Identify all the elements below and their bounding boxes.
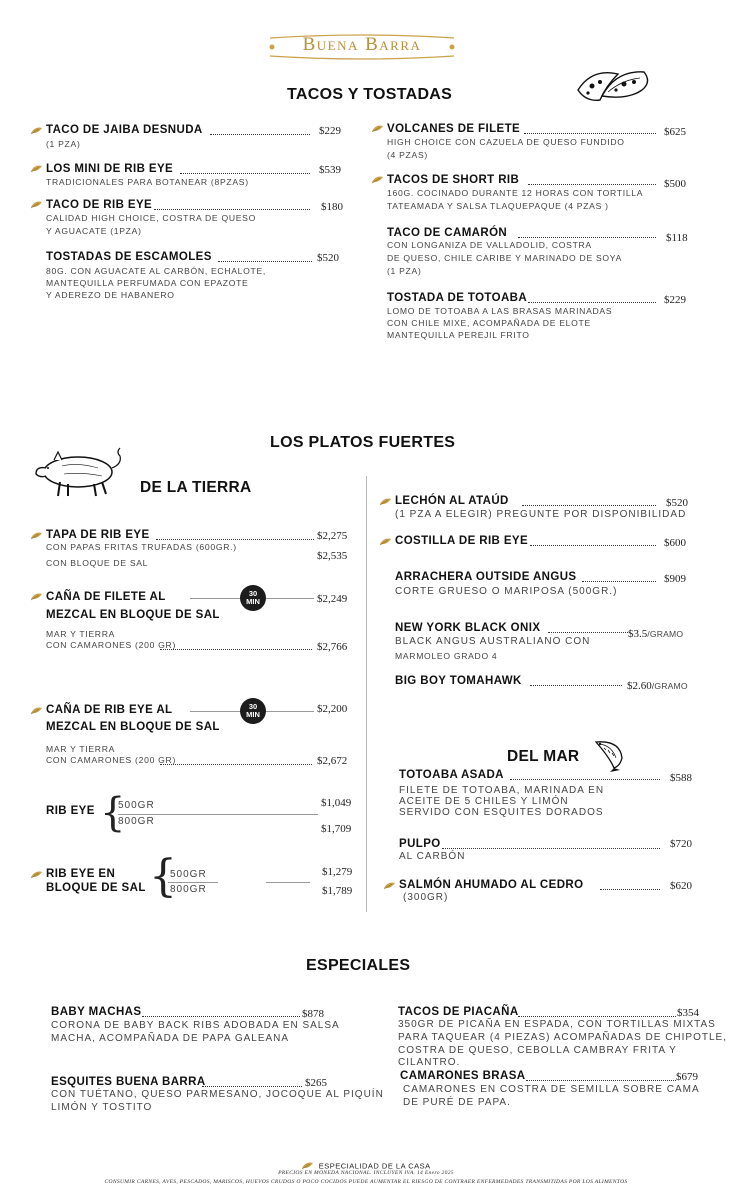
item-picana-desc1: 350GR DE PICAÑA EN ESPADA, CON TORTILLAS MIXTAS bbox=[398, 1019, 716, 1030]
item-cana-filete-price1: $2,249 bbox=[317, 593, 348, 605]
item-picana-price: $354 bbox=[677, 1007, 699, 1019]
column-divider bbox=[366, 476, 367, 912]
item-totoaba-asada-desc2: ACEITE DE 5 CHILES Y LIMÓN bbox=[399, 796, 569, 807]
item-totoaba-asada-price: $588 bbox=[670, 772, 692, 784]
item-ny-price: $3.5/GRAMO bbox=[628, 628, 684, 640]
item-escamoles-price: $520 bbox=[317, 252, 339, 264]
leaf-icon bbox=[30, 200, 43, 209]
footer-line1: PRECIOS EN MONEDA NACIONAL. INCLUYEN IVA. 14 Enero 2025 bbox=[278, 1170, 454, 1176]
item-ribeye-bloque-opt2: 800GR bbox=[170, 884, 207, 895]
item-jaiba-desc: (1 PZA) bbox=[46, 139, 81, 149]
leaf-icon bbox=[30, 126, 43, 135]
item-tostada-totoaba-desc2: CON CHILE MIXE, ACOMPAÑADA DE ELOTE bbox=[387, 318, 591, 328]
item-totoaba-asada-desc3: SERVIDO CON ESQUITES DORADOS bbox=[399, 807, 604, 818]
item-short-rib-price: $500 bbox=[664, 178, 686, 190]
item-ribeye-bloque-price2: $1,789 bbox=[322, 885, 353, 897]
item-pulpo-price: $720 bbox=[670, 838, 692, 850]
section-title-platos: LOS PLATOS FUERTES bbox=[270, 434, 456, 451]
item-tapa-desc2: CON BLOQUE DE SAL bbox=[46, 558, 149, 568]
item-camaron-name: TACO DE CAMARÓN bbox=[387, 227, 508, 239]
item-camaron-price: $118 bbox=[666, 232, 688, 244]
item-volcanes-desc1: HIGH CHOICE CON CAZUELA DE QUESO FUNDIDO bbox=[387, 137, 625, 147]
item-lechon-price: $520 bbox=[666, 497, 688, 509]
item-tostada-totoaba-desc3: MANTEQUILLA PEREJIL FRITO bbox=[387, 330, 530, 340]
item-volcanes-price: $625 bbox=[664, 126, 686, 138]
section-title-tacos: TACOS Y TOSTADAS bbox=[287, 86, 453, 103]
item-ribeye-name: RIB EYE bbox=[46, 805, 95, 817]
taco-illustration bbox=[572, 60, 658, 106]
leaf-icon bbox=[371, 175, 384, 184]
item-cana-ribeye-price2: $2,672 bbox=[317, 755, 348, 767]
item-taco-ribeye-name: TACO DE RIB EYE bbox=[46, 199, 153, 211]
brace: { bbox=[100, 790, 126, 836]
item-esquites-price: $265 bbox=[305, 1077, 327, 1089]
footer-legend-text: ESPECIALIDAD DE LA CASA bbox=[318, 1161, 431, 1171]
section-title-mar: DEL MAR bbox=[507, 748, 580, 765]
item-camaron-desc2: DE QUESO, CHILE CARIBE Y MARINADO DE SOYA bbox=[387, 253, 622, 263]
leaf-icon bbox=[30, 164, 43, 173]
item-salmon-price: $620 bbox=[670, 880, 692, 892]
item-esquites-desc2: LIMÓN Y TOSTITO bbox=[51, 1102, 153, 1113]
item-mini-ribeye-desc: TRADICIONALES PARA BOTANEAR (8PZAS) bbox=[46, 177, 249, 187]
item-tomahawk-name: BIG BOY TOMAHAWK bbox=[395, 675, 522, 687]
item-ny-name: NEW YORK BLACK ONIX bbox=[395, 622, 541, 634]
item-short-rib-desc2: TATEAMADA Y SALSA TLAQUEPAQUE (4 PZAS ) bbox=[387, 201, 609, 211]
item-escamoles-desc2: MANTEQUILLA PERFUMADA CON EPAZOTE bbox=[46, 278, 249, 288]
pig-illustration bbox=[32, 442, 132, 500]
brace: { bbox=[149, 851, 177, 902]
item-picana-desc3: COSTRA DE QUESO, CEBOLLA CAMBRAY FRITA Y CILANTRO. bbox=[398, 1045, 677, 1069]
leaf-icon bbox=[30, 592, 43, 601]
item-jaiba-name: TACO DE JAIBA DESNUDA bbox=[46, 124, 203, 136]
item-taco-ribeye-price: $180 bbox=[321, 201, 343, 213]
item-arrachera-name: ARRACHERA OUTSIDE ANGUS bbox=[395, 571, 577, 583]
item-ny-desc2: MARMOLEO GRADO 4 bbox=[395, 651, 498, 661]
item-camarones-name: CAMARONES BRASA bbox=[400, 1070, 526, 1082]
item-ribeye-bloque-price1: $1,279 bbox=[322, 866, 353, 878]
item-machas-desc2: MACHA, ACOMPAÑADA DE PAPA GALEANA bbox=[51, 1033, 290, 1044]
item-escamoles-desc3: Y ADEREZO DE HABANERO bbox=[46, 290, 175, 300]
item-mini-ribeye-price: $539 bbox=[319, 164, 341, 176]
item-tostada-totoaba-price: $229 bbox=[664, 294, 686, 306]
item-picana-name: TACOS DE PIACAÑA bbox=[398, 1006, 519, 1018]
leaf-icon bbox=[30, 870, 43, 879]
item-salmon-name: SALMÓN AHUMADO AL CEDRO bbox=[399, 879, 584, 891]
item-jaiba-price: $229 bbox=[319, 125, 341, 137]
item-cana-filete-price2: $2,766 bbox=[317, 641, 348, 653]
leaf-icon bbox=[371, 124, 384, 133]
item-cana-ribeye-desc1: MAR Y TIERRA bbox=[46, 744, 116, 754]
item-ny-desc1: BLACK ANGUS AUSTRALIANO CON bbox=[395, 636, 591, 647]
item-tostada-totoaba-name: TOSTADA DE TOTOABA bbox=[387, 292, 528, 304]
item-arrachera-price: $909 bbox=[664, 573, 686, 585]
item-ribeye-opt1: 500GR bbox=[118, 800, 155, 811]
item-machas-name: BABY MACHAS bbox=[51, 1006, 142, 1018]
leaf-icon bbox=[301, 1161, 314, 1170]
section-title-tierra: DE LA TIERRA bbox=[140, 479, 252, 496]
item-ribeye-bloque-name1: RIB EYE EN bbox=[46, 868, 116, 880]
item-totoaba-asada-desc1: FILETE DE TOTOABA, MARINADA EN bbox=[399, 785, 605, 796]
leaf-icon bbox=[30, 706, 43, 715]
item-volcanes-desc2: (4 PZAS) bbox=[387, 150, 428, 160]
item-tapa-price1: $2,275 bbox=[317, 530, 348, 542]
item-camarones-desc1: CAMARONES EN COSTRA DE SEMILLA SOBRE CAMA bbox=[403, 1084, 700, 1095]
logo bbox=[266, 26, 458, 64]
item-lechon-desc: (1 PZA A ELEGIR) PREGUNTE POR DISPONIBILIDAD bbox=[395, 509, 687, 520]
leaf-icon bbox=[379, 537, 392, 546]
item-tostada-totoaba-desc1: LOMO DE TOTOABA A LAS BRASAS MARINADAS bbox=[387, 306, 613, 316]
item-pulpo-desc: AL CARBÓN bbox=[399, 851, 466, 862]
item-machas-price: $878 bbox=[302, 1008, 324, 1020]
item-short-rib-desc1: 160G. COCINADO DURANTE 12 HORAS CON TORTILLA bbox=[387, 188, 644, 198]
item-cana-filete-name1: CAÑA DE FILETE AL bbox=[46, 591, 166, 603]
item-cana-ribeye-desc2: CON CAMARONES (200 GR) bbox=[46, 755, 177, 765]
item-short-rib-name: TACOS DE SHORT RIB bbox=[387, 174, 520, 186]
item-cana-ribeye-name2: MEZCAL EN BLOQUE DE SAL bbox=[46, 721, 220, 733]
item-taco-ribeye-desc1: CALIDAD HIGH CHOICE, COSTRA DE QUESO bbox=[46, 213, 256, 223]
item-pulpo-name: PULPO bbox=[399, 838, 441, 850]
item-mini-ribeye-name: LOS MINI DE RIB EYE bbox=[46, 163, 174, 175]
item-totoaba-asada-name: TOTOABA ASADA bbox=[399, 769, 504, 781]
item-ribeye-opt2: 800GR bbox=[118, 816, 155, 827]
item-cana-filete-name2: MEZCAL EN BLOQUE DE SAL bbox=[46, 609, 220, 621]
item-ribeye-price2: $1,709 bbox=[321, 823, 352, 835]
item-cana-filete-desc2: CON CAMARONES (200 GR) bbox=[46, 640, 177, 650]
leaf-icon bbox=[379, 497, 392, 506]
item-salmon-desc: (300GR) bbox=[403, 892, 449, 903]
time-badge: 30 MIN bbox=[240, 698, 266, 724]
item-picana-desc2: PARA TAQUEAR (4 PIEZAS) ACOMPAÑADAS DE CHIPOTLE, bbox=[398, 1032, 727, 1043]
item-taco-ribeye-desc2: Y AGUACATE (1PZA) bbox=[46, 226, 142, 236]
footer-line2: CONSUMIR CARNES, AVES, PESCADOS, MARISCOS, HUEVOS CRUDOS O POCO COCIDOS PUEDE AUMENTAR EL RIESGO DE CONTRAER ENFERMEDADES TRANSMITIDAS POR LOS ALIMENTOS bbox=[104, 1179, 628, 1185]
item-volcanes-name: VOLCANES DE FILETE bbox=[387, 123, 521, 135]
time-badge: 30 MIN bbox=[240, 585, 266, 611]
logo-text: Buena Barra bbox=[302, 34, 422, 55]
item-ribeye-price1: $1,049 bbox=[321, 797, 352, 809]
item-costilla-name: COSTILLA DE RIB EYE bbox=[395, 535, 529, 547]
item-escamoles-name: TOSTADAS DE ESCAMOLES bbox=[46, 251, 212, 263]
item-camarones-price: $679 bbox=[676, 1071, 698, 1083]
item-costilla-price: $600 bbox=[664, 537, 686, 549]
item-esquites-desc1: CON TUÉTANO, QUESO PARMESANO, JOCOQUE AL PIQUÍN bbox=[51, 1089, 384, 1100]
section-title-especiales: ESPECIALES bbox=[306, 957, 411, 974]
item-esquites-name: ESQUITES BUENA BARRA bbox=[51, 1076, 206, 1088]
item-escamoles-desc1: 80G. CON AGUACATE AL CARBÓN, ECHALOTE, bbox=[46, 266, 267, 276]
item-cana-filete-desc1: MAR Y TIERRA bbox=[46, 629, 116, 639]
fish-illustration bbox=[590, 736, 630, 772]
item-tapa-price2: $2,535 bbox=[317, 550, 348, 562]
item-cana-ribeye-name1: CAÑA DE RIB EYE AL bbox=[46, 704, 173, 716]
item-tomahawk-price: $2.60/GRAMO bbox=[627, 680, 688, 692]
item-lechon-name: LECHÓN AL ATAÚD bbox=[395, 495, 509, 507]
item-arrachera-desc: CORTE GRUESO O MARIPOSA (500GR.) bbox=[395, 586, 618, 597]
item-camaron-desc1: CON LONGANIZA DE VALLADOLID, COSTRA bbox=[387, 240, 592, 250]
item-tapa-name: TAPA DE RIB EYE bbox=[46, 529, 150, 541]
leaf-icon bbox=[30, 531, 43, 540]
item-cana-ribeye-price1: $2,200 bbox=[317, 703, 348, 715]
item-ribeye-bloque-opt1: 500GR bbox=[170, 869, 207, 880]
leaf-icon bbox=[383, 881, 396, 890]
item-camarones-desc2: DE PURÉ DE PAPA. bbox=[403, 1097, 511, 1108]
item-ribeye-bloque-name2: BLOQUE DE SAL bbox=[46, 882, 146, 894]
item-machas-desc1: CORONA DE BABY BACK RIBS ADOBADA EN SALSA bbox=[51, 1020, 340, 1031]
item-camaron-desc3: (1 PZA) bbox=[387, 266, 422, 276]
item-tapa-desc1: CON PAPAS FRITAS TRUFADAS (600GR.) bbox=[46, 542, 237, 552]
